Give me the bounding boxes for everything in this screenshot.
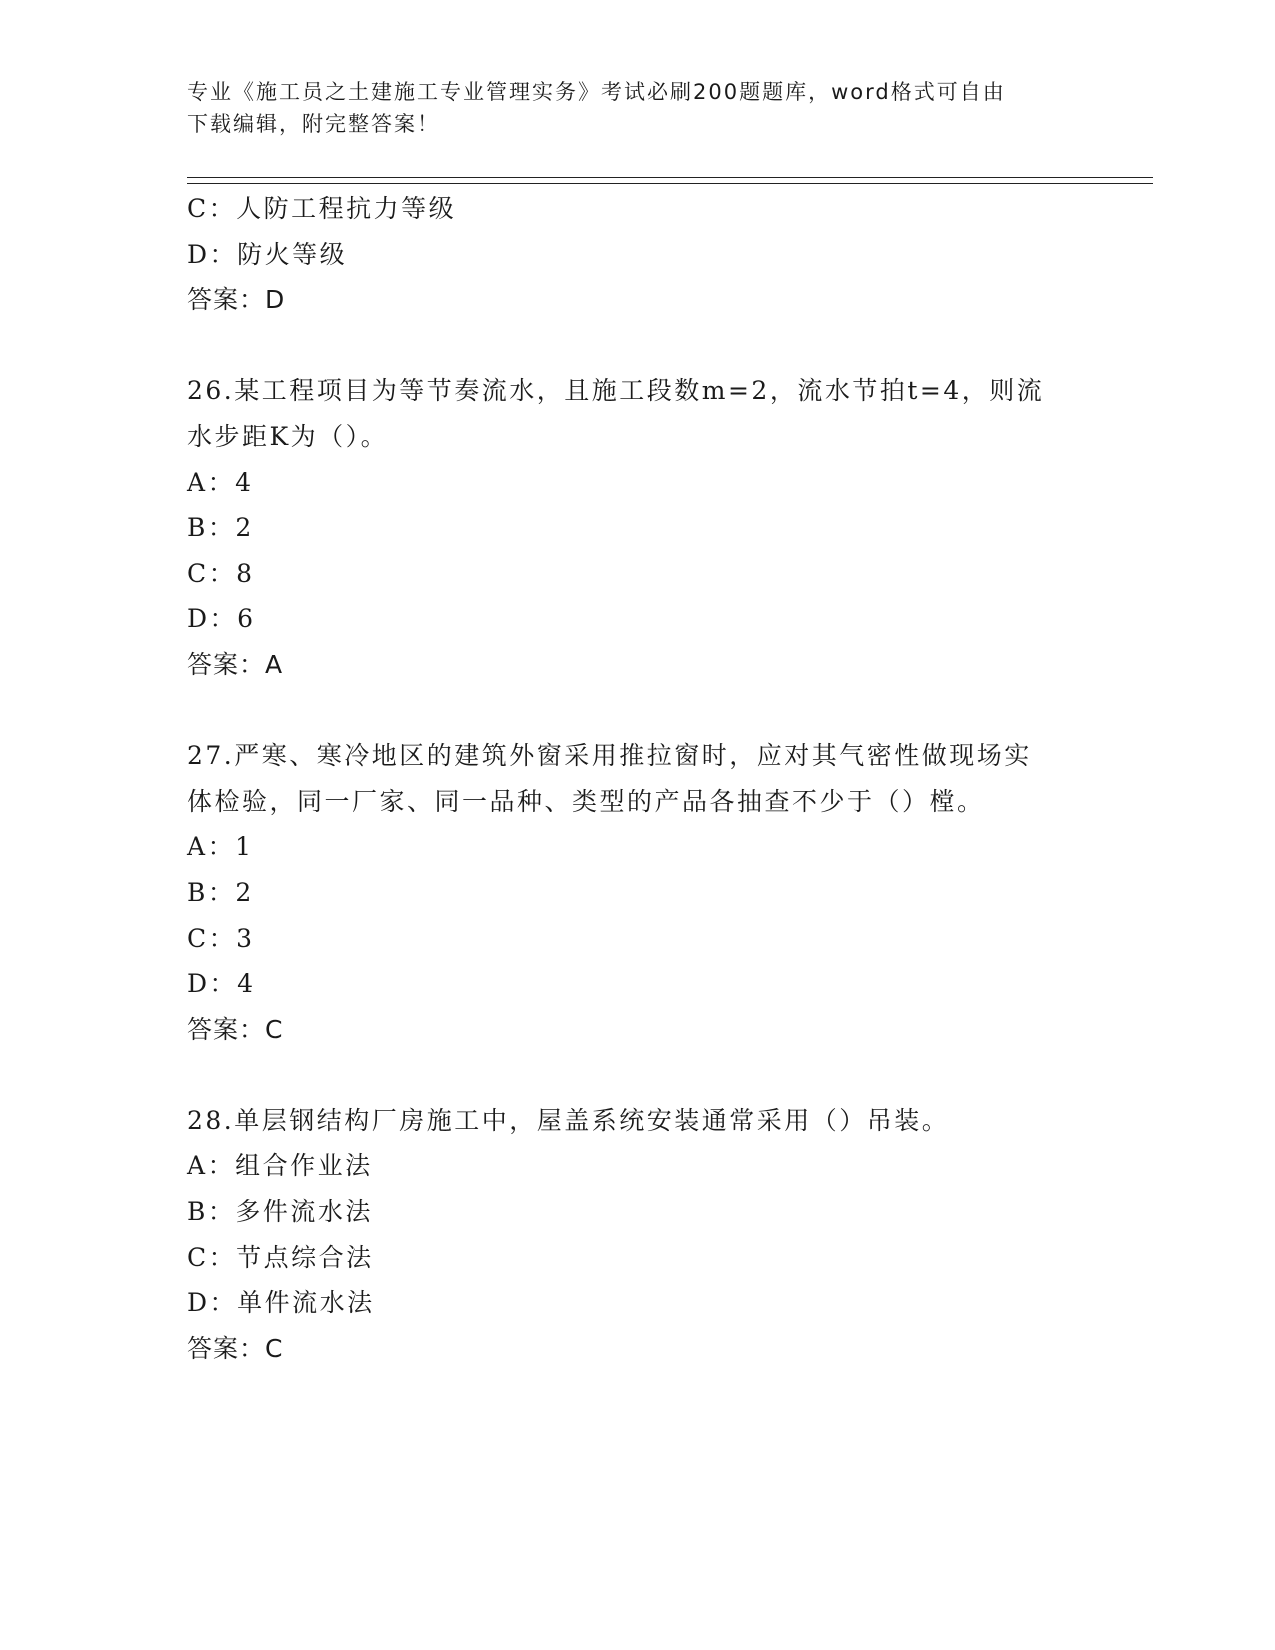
question-text-line [187, 1098, 1147, 1144]
option-separator: ： [208, 1242, 237, 1272]
option-line [187, 961, 1147, 1007]
header-title-line-2: 下载编辑，附完整答案！ [187, 112, 440, 136]
header-divider [187, 177, 1153, 184]
option-separator: ： [207, 832, 236, 862]
option-label: A [187, 1151, 208, 1181]
option-separator: ： [209, 239, 238, 269]
option-text: 3 [236, 923, 255, 953]
question-text-line [187, 779, 1147, 825]
option-line [187, 916, 1147, 962]
option-separator: ： [207, 877, 236, 907]
option-separator: ： [207, 1151, 236, 1181]
question-text-line [187, 368, 1147, 414]
option-line [187, 1235, 1147, 1281]
answer-label: 答案： [187, 649, 266, 679]
page-header [187, 76, 1067, 140]
option-line [187, 186, 1147, 232]
option-line [187, 1280, 1147, 1326]
option-text: 组合作业法 [235, 1151, 373, 1181]
option-separator: ： [209, 969, 238, 999]
question-text-line [187, 733, 1147, 779]
option-separator: ： [209, 1288, 238, 1318]
answer-line [187, 277, 1147, 323]
option-label: D [187, 604, 210, 634]
question-number: 27. [187, 741, 235, 771]
option-line [187, 505, 1147, 551]
option-text: 4 [237, 969, 256, 999]
question-content [187, 186, 1147, 1371]
option-separator: ： [207, 1197, 236, 1227]
answer-value: C [265, 1333, 284, 1363]
question-text: 体检验，同一厂家、同一品种、类型的产品各抽查不少于（）樘。 [187, 786, 985, 816]
option-line [187, 870, 1147, 916]
option-separator: ： [207, 467, 236, 497]
answer-line [187, 1007, 1147, 1053]
option-line [187, 551, 1147, 597]
option-separator: ： [208, 923, 237, 953]
option-text: 单件流水法 [237, 1288, 375, 1318]
question-text: 水步距K为（）。 [187, 421, 389, 451]
question-number: 28. [187, 1105, 235, 1135]
option-label: B [187, 1197, 208, 1227]
option-label: C [187, 923, 209, 953]
option-text: 防火等级 [237, 239, 348, 269]
question-text: 单层钢结构厂房施工中，屋盖系统安装通常采用（）吊装。 [234, 1105, 950, 1135]
option-text: 人防工程抗力等级 [236, 194, 457, 223]
answer-label: 答案： [187, 1014, 266, 1044]
option-label: D [187, 239, 210, 269]
option-line [187, 1189, 1147, 1235]
option-text: 多件流水法 [235, 1197, 373, 1227]
option-label: A [187, 832, 208, 862]
option-text: 2 [235, 877, 254, 907]
option-label: B [187, 513, 208, 543]
option-text: 1 [235, 832, 254, 862]
option-separator: ： [209, 604, 238, 634]
option-text: 8 [236, 558, 255, 588]
option-text: 节点综合法 [236, 1242, 374, 1272]
option-line [187, 596, 1147, 642]
option-text: 6 [237, 604, 256, 634]
question-number: 26. [187, 376, 235, 406]
option-label: D [187, 969, 210, 999]
answer-line [187, 642, 1147, 688]
option-label: C [187, 1242, 209, 1272]
answer-label: 答案： [187, 1333, 266, 1363]
option-line [187, 1143, 1147, 1189]
option-text: 2 [235, 513, 254, 543]
option-label: B [187, 877, 208, 907]
question-text: 严寒、寒冷地区的建筑外窗采用推拉窗时，应对其气密性做现场实 [234, 741, 1032, 771]
option-label: A [187, 467, 208, 497]
option-text: 4 [235, 467, 254, 497]
option-separator: ： [207, 513, 236, 543]
answer-value: A [265, 649, 284, 679]
answer-value: D [265, 285, 286, 315]
option-label: C [187, 558, 209, 588]
option-label: D [187, 1288, 210, 1318]
question-text-line [187, 414, 1147, 460]
option-separator: ： [208, 558, 237, 588]
answer-value: C [265, 1014, 284, 1044]
option-line [187, 460, 1147, 506]
answer-line [187, 1326, 1147, 1372]
question-text: 某工程项目为等节奏流水，且施工段数m=2，流水节拍t=4，则流 [234, 376, 1045, 406]
option-separator: ： [208, 194, 237, 223]
option-line [187, 232, 1147, 278]
answer-label: 答案： [187, 285, 266, 315]
header-title-line-1: 专业《施工员之土建施工专业管理实务》考试必刷200题题库，word格式可自由 [187, 80, 1006, 104]
option-label: C [187, 194, 209, 223]
option-line [187, 824, 1147, 870]
